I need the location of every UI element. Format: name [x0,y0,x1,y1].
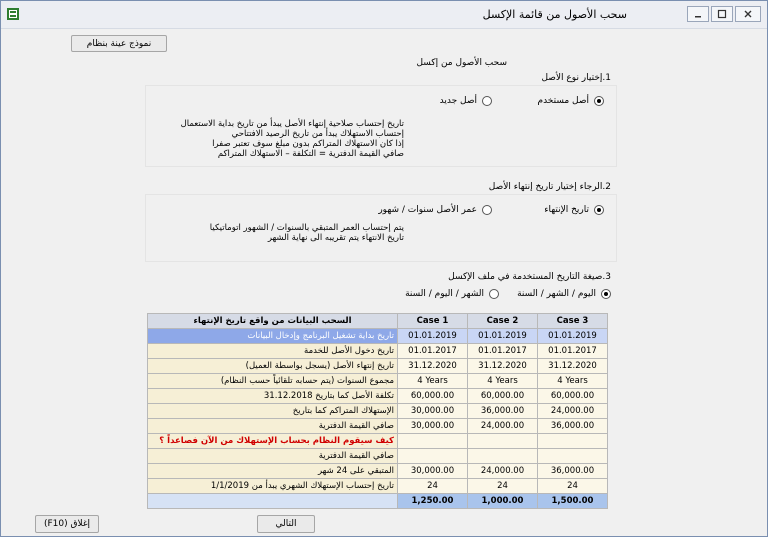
next-button[interactable]: التالي [257,515,315,533]
totals-row[interactable] [148,494,608,509]
case3-cell: 31.12.2020 [538,359,608,374]
note-line: تاريخ إحتساب صلاحية إنتهاء الأصل يبدأ من تاريخ بداية الاستعمال [180,119,404,129]
radio-date-mdy-indicator [489,289,499,299]
column-header-description: السحب البيانات من واقع تاريخ الإنتهاء [148,314,398,329]
radio-used-asset[interactable] [538,96,605,106]
case2-cell: 31.12.2020 [468,359,538,374]
table-header-row [148,314,608,329]
case3-cell: 1,500.00 [538,494,608,509]
radio-asset-life-label: عمر الأصل سنوات / شهور [378,205,477,215]
case3-cell: 01.01.2019 [538,329,608,344]
case1-cell: 31.12.2020 [398,359,468,374]
form-header-label: سحب الأصول من إكسل [416,58,507,68]
case3-cell: 24 [538,479,608,494]
example-cases-table [147,313,608,509]
radio-date-dmy-label: اليوم / الشهر / السنة [517,289,596,299]
table-row[interactable] [148,389,608,404]
app-icon [7,8,19,20]
minimize-button[interactable] [687,6,709,22]
note-line: صافي القيمة الدفترية = التكلفة – الاستهلاك المتراكم [217,149,404,159]
radio-date-mdy-label: الشهر / اليوم / السنة [405,289,484,299]
maximize-icon [717,9,727,19]
case1-cell: 4 Years [398,374,468,389]
radio-date-dmy[interactable] [517,289,611,299]
case3-cell: 36,000.00 [538,419,608,434]
radio-date-dmy-indicator [601,289,611,299]
case1-cell: 1,250.00 [398,494,468,509]
case2-cell: 24,000.00 [468,464,538,479]
case3-cell: 36,000.00 [538,464,608,479]
case3-cell: 01.01.2017 [538,344,608,359]
case3-cell: 24,000.00 [538,404,608,419]
radio-used-asset-label: أصل مستخدم [537,96,589,106]
case3-cell: 60,000.00 [538,389,608,404]
case1-cell: 30,000.00 [398,404,468,419]
radio-end-date-label: تاريخ الإنتهاء [544,205,589,215]
note-line: إحتساب الاستهلاك يبدأ من تاريخ الرصيد الافتتاحي [231,129,404,139]
row-label: تاريخ إنتهاء الأصل (يسجل بواسطة العميل) [148,359,398,374]
radio-date-mdy[interactable] [405,289,499,299]
minimize-icon [693,9,703,19]
form-content [5,31,763,533]
close-icon [743,9,753,19]
case2-cell: 1,000.00 [468,494,538,509]
table-row[interactable] [148,374,608,389]
radio-used-asset-indicator [594,96,604,106]
row-label: تاريخ إحتساب الإستهلاك الشهري يبدأ من 1/1/2019 [148,479,398,494]
section2-panel [145,194,617,262]
column-header-case1: Case 1 [398,314,468,329]
window-title: سحب الأصول من قائمة الإكسل [482,8,627,21]
close-f10-button[interactable]: إغلاق (F10) [35,515,99,533]
row-label: المتبقي على 24 شهر [148,464,398,479]
radio-end-date-indicator [594,205,604,215]
table-row[interactable] [148,449,608,464]
case2-cell: 4 Years [468,374,538,389]
row-label: صافي القيمة الدفترية [148,449,398,464]
table-row[interactable] [148,359,608,374]
note-line: تاريخ الانتهاء يتم تقريبه الى نهاية الشهر [267,233,404,243]
title-bar [1,1,767,29]
table-row[interactable] [148,479,608,494]
case2-cell: 60,000.00 [468,389,538,404]
note-line: يتم إحتساب العمر المتبقي بالسنوات / الشهور اتوماتيكيا [209,223,404,233]
case2-cell: 24,000.00 [468,419,538,434]
close-window-button[interactable] [735,6,761,22]
row-label: تكلفة الأصل كما بتاريخ 31.12.2018 [148,389,398,404]
row-label [148,494,398,509]
case3-cell: 4 Years [538,374,608,389]
radio-new-asset[interactable] [440,96,492,106]
case1-cell: 30,000.00 [398,464,468,479]
radio-asset-life-indicator [482,205,492,215]
row-label: تاريخ بداية تشغيل البرنامج وإدخال البيانات [148,329,398,344]
case2-cell: 01.01.2019 [468,329,538,344]
row-label: كيف سيقوم النظام بحساب الإستهلاك من الآن فصاعداً ؟ [148,434,398,449]
table-row[interactable] [148,344,608,359]
case2-cell [468,449,538,464]
maximize-button[interactable] [711,6,733,22]
radio-new-asset-indicator [482,96,492,106]
table-row[interactable] [148,329,608,344]
case2-cell: 24 [468,479,538,494]
case1-cell: 01.01.2019 [398,329,468,344]
case3-cell [538,434,608,449]
case1-cell: 60,000.00 [398,389,468,404]
case1-cell [398,434,468,449]
table-row[interactable] [148,464,608,479]
section3-title: 3.صيغة التاريخ المستخدمة في ملف الإكسل [448,272,611,282]
radio-end-date[interactable] [544,205,604,215]
row-label: صافي القيمة الدفترية [148,419,398,434]
radio-asset-life[interactable] [378,205,492,215]
sample-template-button[interactable]: نموذج عينة بنظام [71,35,167,52]
section1-title: 1.إختيار نوع الأصل [541,73,611,83]
case3-cell [538,449,608,464]
row-label: مجموع السنوات (يتم حسابه تلقائياً حسب النظام) [148,374,398,389]
section2-title: 2.الرجاء إختيار تاريخ إنتهاء الأصل [488,182,611,192]
case2-cell: 36,000.00 [468,404,538,419]
case1-cell: 30,000.00 [398,419,468,434]
radio-new-asset-label: أصل جديد [439,96,477,106]
section1-notes [181,119,404,159]
column-header-case3: Case 3 [538,314,608,329]
section2-notes [210,223,404,243]
row-label: الإستهلاك المتراكم كما بتاريخ [148,404,398,419]
case2-cell [468,434,538,449]
table-row[interactable] [148,434,608,449]
case2-cell: 01.01.2017 [468,344,538,359]
table-row[interactable] [148,419,608,434]
case1-cell: 01.01.2017 [398,344,468,359]
case1-cell: 24 [398,479,468,494]
row-label: تاريخ دخول الأصل للخدمة [148,344,398,359]
section1-panel [145,85,617,167]
note-line: إذا كان الاستهلاك المتراكم بدون مبلغ سوف تعتبر صفرا [212,139,404,149]
column-header-case2: Case 2 [468,314,538,329]
table-row[interactable] [148,404,608,419]
case1-cell [398,449,468,464]
